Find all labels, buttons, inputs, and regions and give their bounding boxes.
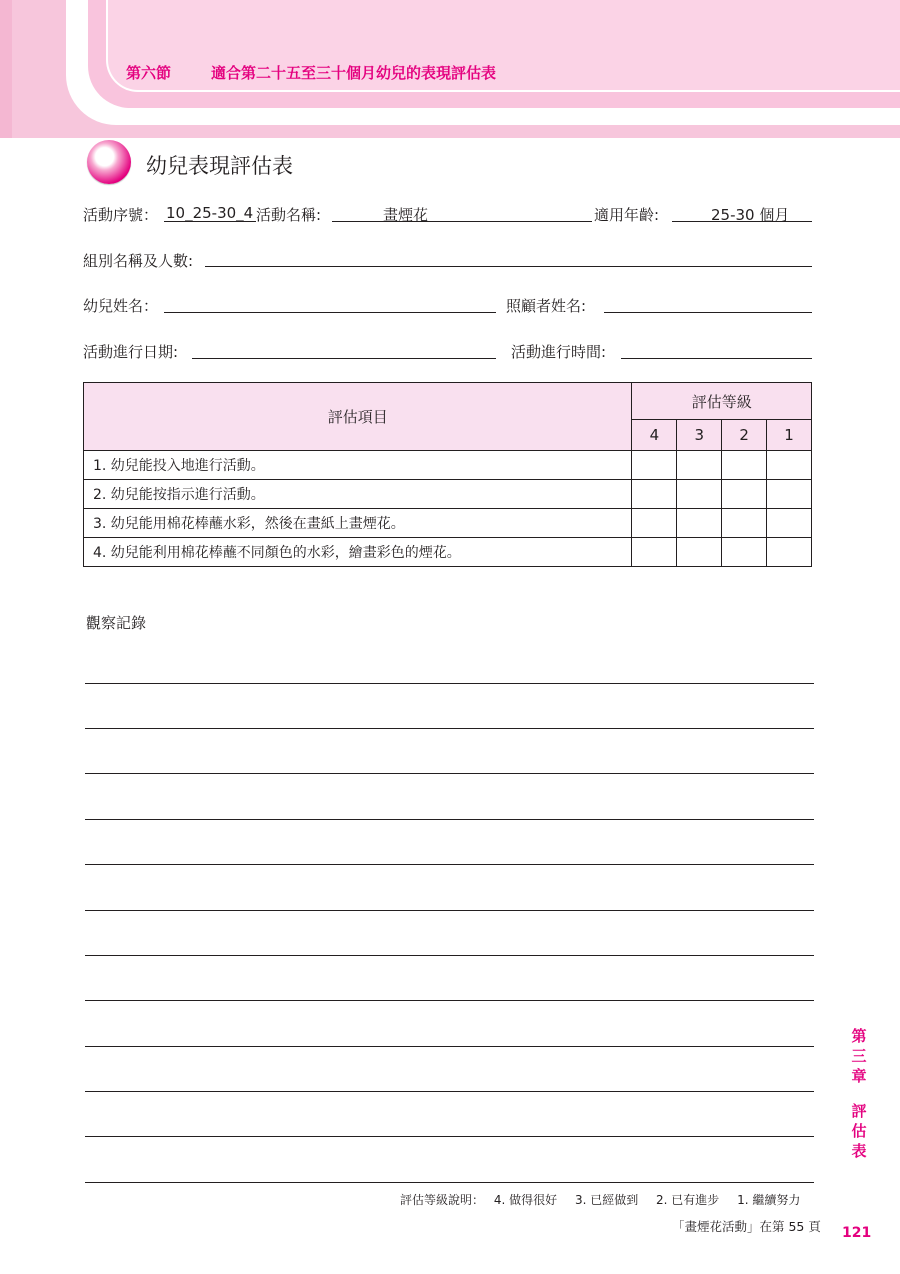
grade-cell[interactable]	[632, 509, 677, 538]
activity-no-value[interactable]: 10_25-30_4	[166, 204, 254, 222]
observation-line[interactable]	[85, 773, 814, 774]
grade-cell[interactable]	[632, 538, 677, 567]
child-name-label: 幼兒姓名：	[83, 297, 159, 315]
observation-line[interactable]	[85, 864, 814, 865]
grade-cell[interactable]	[722, 480, 767, 509]
grade-cell[interactable]	[767, 480, 812, 509]
level-4: 4	[632, 420, 677, 451]
legend-item: 2. 已有進步	[656, 1193, 720, 1207]
header-item: 評估項目	[84, 383, 632, 451]
header-grade: 評估等級	[632, 383, 812, 420]
side-tab-char: 表	[851, 1142, 867, 1160]
bullet-ball-icon	[87, 140, 131, 184]
date-label: 活動進行日期:	[83, 343, 179, 361]
side-tab-char: 估	[851, 1122, 867, 1140]
legend-item: 1. 繼續努力	[737, 1193, 801, 1207]
side-tab-char: 三	[851, 1047, 867, 1065]
header-title: 適合第二十五至三十個月幼兒的表現評估表	[211, 64, 497, 82]
item-text: 4. 幼兒能利用棉花棒蘸不同顏色的水彩，繪畫彩色的煙花。	[84, 538, 632, 567]
observation-line[interactable]	[85, 910, 814, 911]
grade-cell[interactable]	[632, 480, 677, 509]
time-label: 活動進行時間:	[511, 343, 607, 361]
activity-name-label: 活動名稱:	[256, 206, 322, 224]
date-line[interactable]	[192, 358, 496, 359]
table-row	[84, 480, 812, 509]
caregiver-line[interactable]	[604, 312, 812, 313]
observation-line[interactable]	[85, 1046, 814, 1047]
side-tab-gap	[850, 1086, 868, 1101]
legend-item: 4. 做得很好	[493, 1193, 558, 1207]
level-2: 2	[722, 420, 767, 451]
observation-line[interactable]	[85, 728, 814, 729]
group-label: 組別名稱及人數:	[83, 252, 194, 270]
grade-cell[interactable]	[767, 538, 812, 567]
chapter-side-tab	[850, 1026, 868, 1161]
grade-cell[interactable]	[722, 538, 767, 567]
observation-line[interactable]	[85, 1000, 814, 1001]
item-text: 2. 幼兒能按指示進行活動。	[84, 480, 632, 509]
grade-cell[interactable]	[677, 509, 722, 538]
observation-line[interactable]	[85, 683, 814, 684]
grade-cell[interactable]	[677, 538, 722, 567]
item-text: 3. 幼兒能用棉花棒蘸水彩，然後在畫紙上畫煙花。	[84, 509, 632, 538]
activity-reference: 「畫煙花活動」在第 55 頁	[672, 1219, 821, 1234]
observation-line[interactable]	[85, 1182, 814, 1183]
side-tab-char: 章	[851, 1067, 867, 1085]
side-tab-char: 評	[851, 1102, 867, 1120]
grade-cell[interactable]	[722, 509, 767, 538]
level-1: 1	[767, 420, 812, 451]
table-row	[84, 451, 812, 480]
form-title: 幼兒表現評估表	[146, 154, 293, 178]
legend-label: 評估等級說明：	[400, 1193, 485, 1207]
time-line[interactable]	[621, 358, 812, 359]
evaluation-table	[83, 382, 812, 567]
table-header-row	[84, 383, 812, 420]
observation-line[interactable]	[85, 1136, 814, 1137]
level-3: 3	[677, 420, 722, 451]
grade-cell[interactable]	[767, 451, 812, 480]
observation-line[interactable]	[85, 955, 814, 956]
grade-cell[interactable]	[767, 509, 812, 538]
activity-no-label: 活動序號：	[83, 206, 159, 224]
side-tab-char: 第	[851, 1027, 867, 1045]
grade-cell[interactable]	[677, 451, 722, 480]
grade-cell[interactable]	[632, 451, 677, 480]
legend-item: 3. 已經做到	[574, 1193, 639, 1207]
table-row	[84, 509, 812, 538]
header-left-strip	[0, 0, 12, 138]
child-name-line[interactable]	[164, 312, 496, 313]
grade-cell[interactable]	[722, 451, 767, 480]
group-line[interactable]	[205, 266, 812, 267]
age-value[interactable]: 25-30 個月	[711, 206, 790, 224]
age-label: 適用年齡:	[594, 206, 660, 224]
header-section: 第六節	[126, 64, 172, 82]
activity-name-value[interactable]: 畫煙花	[383, 206, 429, 224]
caregiver-label: 照顧者姓名:	[506, 297, 587, 315]
observation-title: 觀察記錄	[86, 614, 147, 632]
activity-name-line	[332, 221, 592, 222]
observation-line[interactable]	[85, 819, 814, 820]
grade-legend	[400, 1191, 800, 1208]
table-row	[84, 538, 812, 567]
item-text: 1. 幼兒能投入地進行活動。	[84, 451, 632, 480]
grade-cell[interactable]	[677, 480, 722, 509]
page-number: 121	[842, 1225, 872, 1241]
observation-line[interactable]	[85, 1091, 814, 1092]
